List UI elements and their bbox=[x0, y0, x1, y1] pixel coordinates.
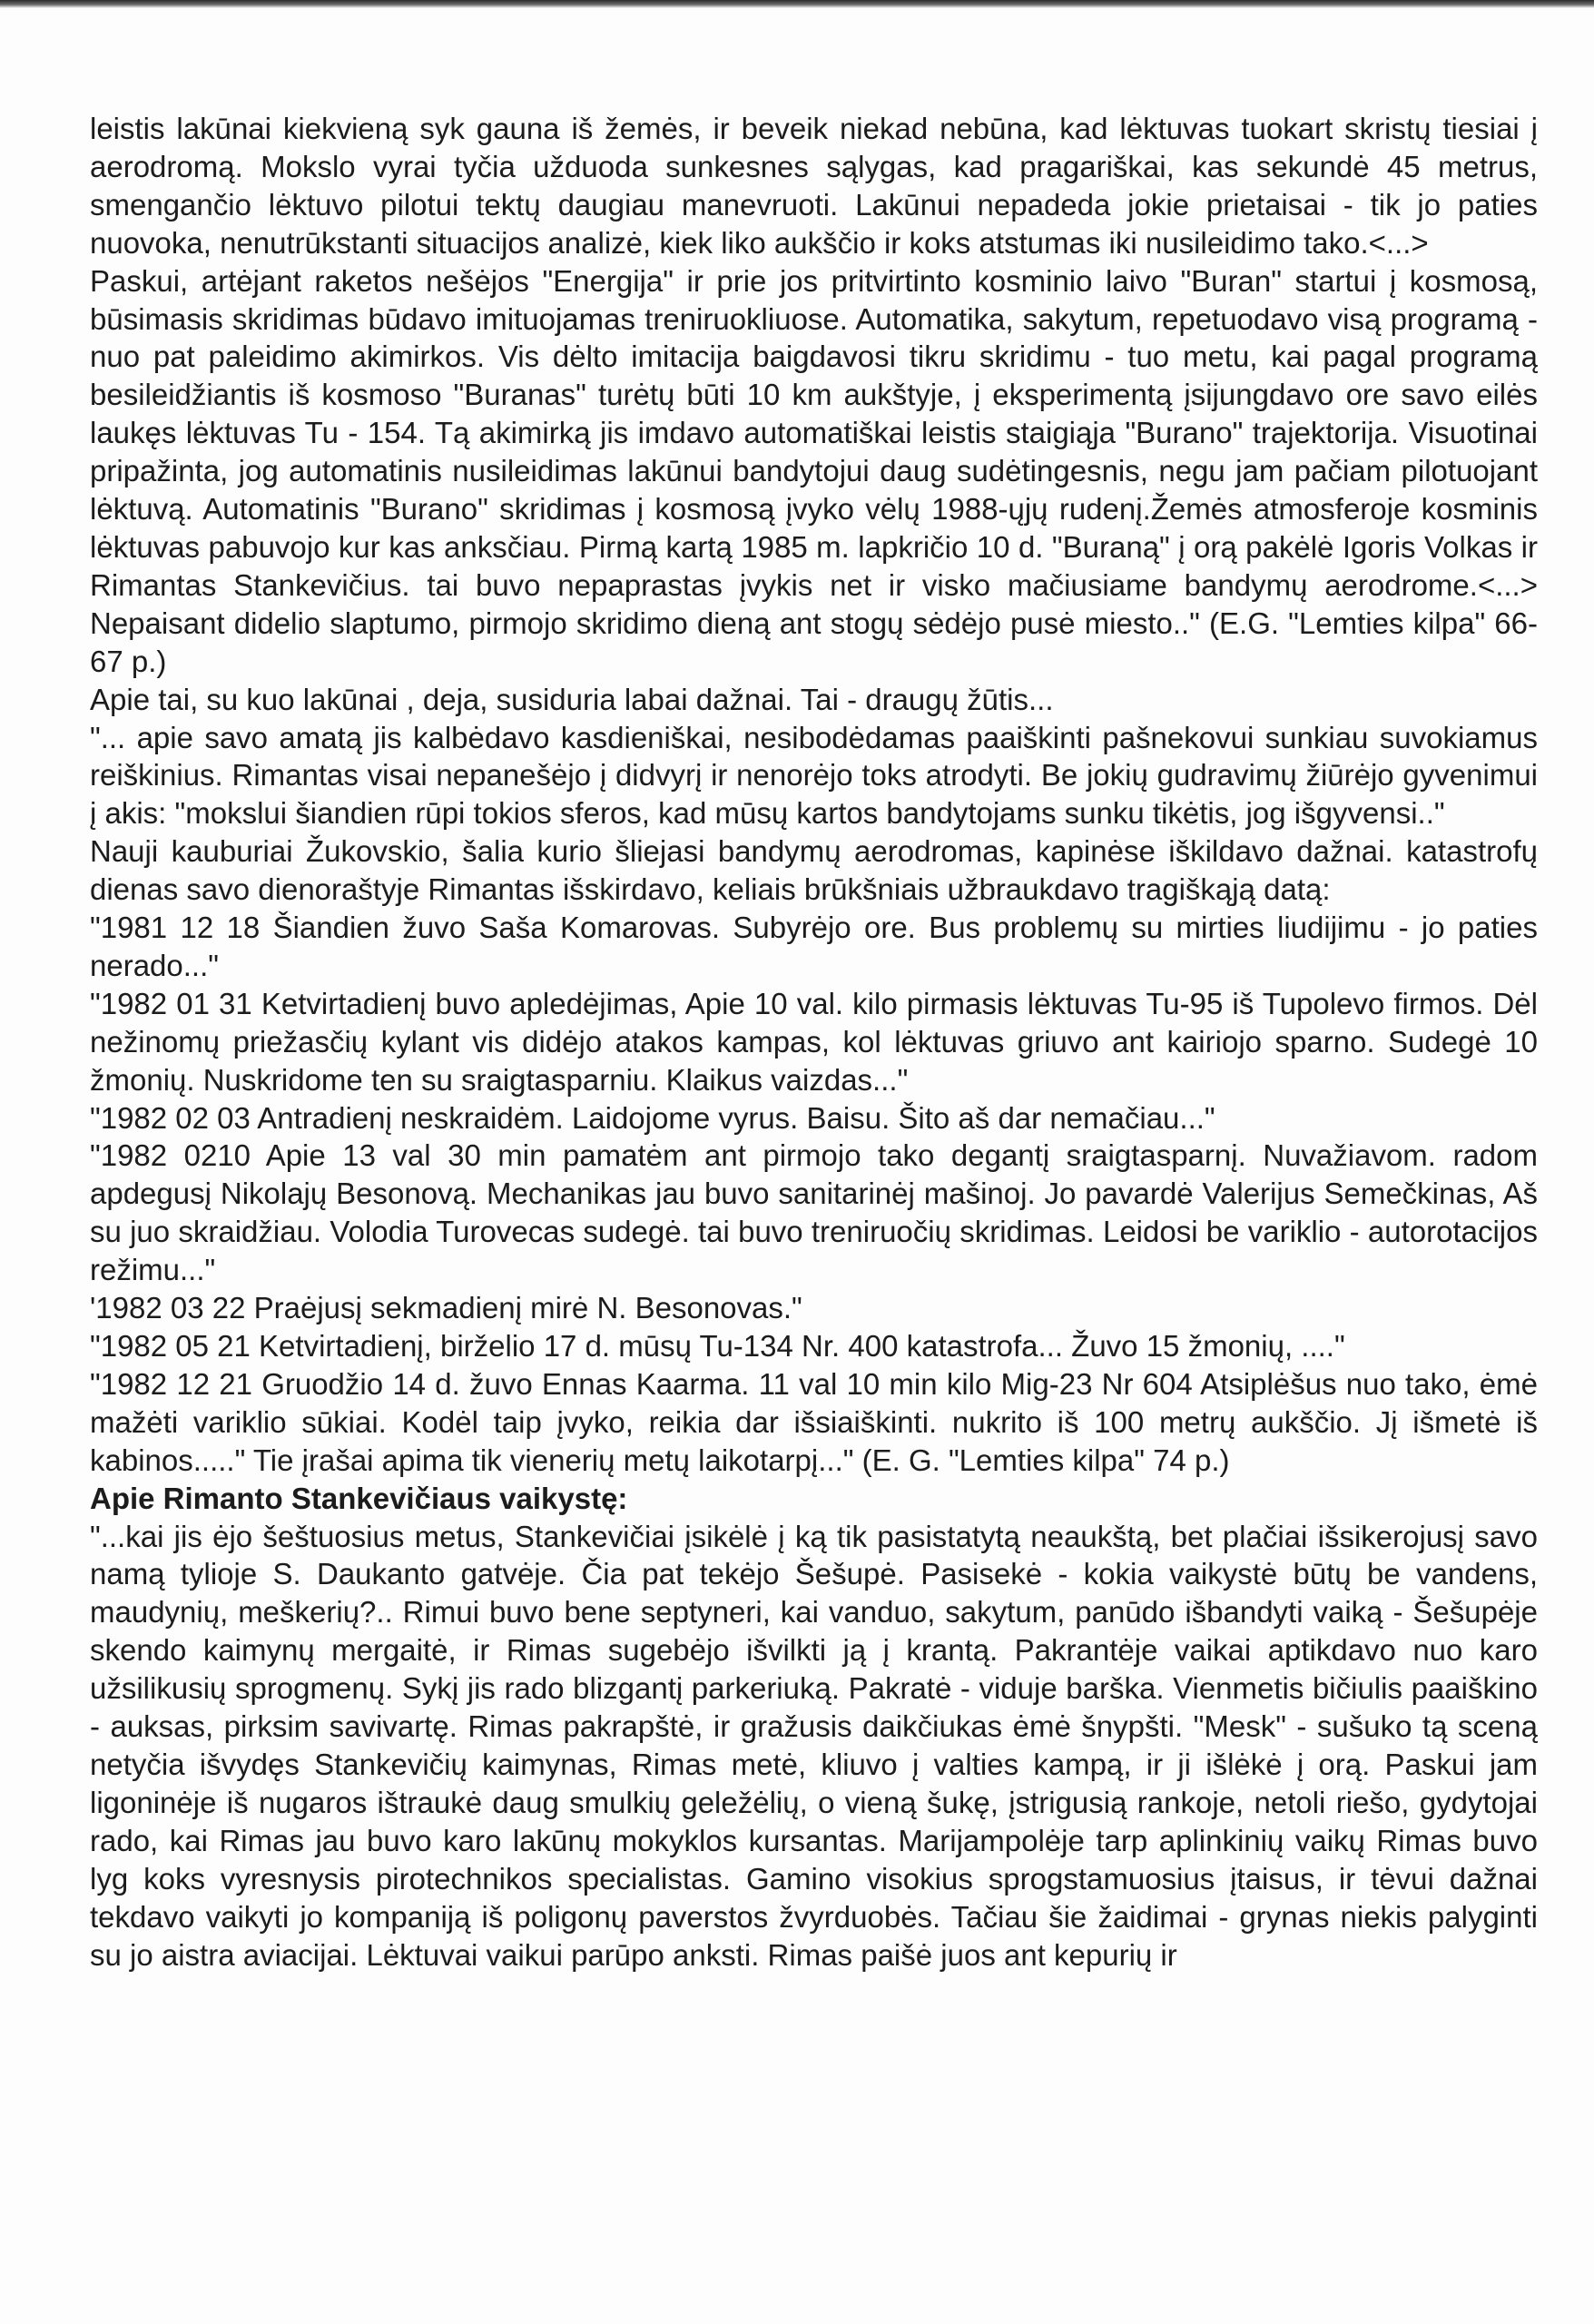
scan-top-edge bbox=[0, 0, 1594, 8]
diary-entry-1982-12-21: "1982 12 21 Gruodžio 14 d. žuvo Ennas Kaarma. 11 val 10 min kilo Mig-23 Nr 604 Atsiplėšus nuo tako, ėmė mažėti variklio sūkiai. Kodėl taip įvyko, reikia dar išsiaiškinti. nukrito iš 100 metrų aukščio. Jį išmetė iš kabinos....." Tie įrašai apima tik vienerių metų laikotarpį..." (E. G. "Lemties kilpa" 74 p.) bbox=[90, 1366, 1538, 1477]
paragraph-about-craft: "... apie savo amatą jis kalbėdavo kasdieniškai, nesibodėdamas paaiškinti pašnekovui sunkiau suvokiamus reiškinius. Rimantas visai nepanešėjo į didvyrį ir nenorėjo toks atrodyti. Be jokių gudravimų žiūrėjo gyvenimui į akis: "mokslui šiandien rūpi tokios sferos, kad mūsų kartos bandytojams sunku tikėtis, jog išgyvensi.." bbox=[90, 720, 1538, 831]
diary-entry-1982-02-10: "1982 0210 Apie 13 val 30 min pamatėm ant pirmojo tako degantį sraigtasparnį. Nuvažiavom. radom apdegusį Nikolajų Besonovą. Mechanikas jau buvo sanitarinėj mašinoj. Jo pavardė Valerijus Semečkinas, Aš su juo skraidžiau. Volodia Turovecas sudegė. tai buvo treniruočių skridimas. Leidosi be variklio - autorotacijos režimu..." bbox=[90, 1138, 1538, 1287]
paragraph-buran-flight: Paskui, artėjant raketos nešėjos "Energija" ir prie jos pritvirtinto kosminio laivo "Buran" startui į kosmosą, būsimasis skridimas būdavo imituojamas treniruokliuose. Automatika, sakytum, repetuodavo visą programą - nuo pat paleidimo akimirkos. Vis dėlto imitacija baigdavosi tikru skridimu - tuo metu, kai pagal programą besileidžiantis iš kosmoso "Buranas" turėtų būti 10 km aukštyje, į eksperimentą įsijungdavo ore savo eilės laukęs lėktuvas Tu - 154. Tą akimirką jis imdavo automatiškai leistis staigiąja "Burano" trajektorija. Visuotinai pripažinta, jog automatinis nusileidimas lakūnui bandytojui daug sudėtingesnis, negu jam pačiam pilotuojant lėktuvą. Automatinis "Burano" skridimas į kosmosą įvyko vėlų 1988-ųjų rudenį.Žemės atmosferoje kosminis lėktuvas pabuvojo kur kas anksčiau. Pirmą kartą 1985 m. lapkričio 10 d. "Buraną" į orą pakėlė Igoris Volkas ir Rimantas Stankevičius. tai buvo nepaprastas įvykis net ir visko mačiusiame bandymų aerodrome.<...> Nepaisant didelio slaptumo, pirmojo skridimo dieną ant stogų sėdėjo pusė miesto.." (E.G. "Lemties kilpa" 66-67 p.) bbox=[90, 263, 1538, 678]
document-text bbox=[90, 110, 1538, 1974]
section-heading-childhood: Apie Rimanto Stankevičiaus vaikystę: bbox=[90, 1481, 628, 1515]
diary-entry-1982-05-21: "1982 05 21 Ketvirtadienį, birželio 17 d. mūsų Tu-134 Nr. 400 katastrofa... Žuvo 15 žmonių, ...." bbox=[90, 1329, 1345, 1363]
diary-entry-1982-01-31: "1982 01 31 Ketvirtadienį buvo apledėjimas, Apie 10 val. kilo pirmasis lėktuvas Tu-95 iš Tupolevo firmos. Dėl nežinomų priežasčių kylant vis didėjo atakos kampas, kol lėktuvas griuvo ant kairiojo sparno. Sudegė 10 žmonių. Nuskridome ten su sraigtasparniu. Klaikus vaizdas..." bbox=[90, 986, 1538, 1097]
diary-entry-1982-03-22: '1982 03 22 Praėjusį sekmadienį mirė N. Besonovas." bbox=[90, 1291, 802, 1325]
paragraph-friends-deaths: Apie tai, su kuo lakūnai , deja, susiduria labai dažnai. Tai - draugų žūtis... bbox=[90, 682, 1054, 716]
paragraph-zhukovsky-graves: Nauji kauburiai Žukovskio, šalia kurio šliejasi bandymų aerodromas, kapinėse iškildavo dažnai. katastrofų dienas savo dienoraštyje Rimantas išskirdavo, keliais brūkšniais užbraukdavo tragiškąją datą: bbox=[90, 834, 1538, 907]
diary-entry-1982-02-03: "1982 02 03 Antradienį neskraidėm. Laidojome vyrus. Baisu. Šito aš dar nemačiau..." bbox=[90, 1100, 1215, 1135]
paragraph-landing-training: leistis lakūnai kiekvieną syk gauna iš žemės, ir beveik niekad nebūna, kad lėktuvas tuokart skristų tiesiai į aerodromą. Mokslo vyrai tyčia užduoda sunkesnes sąlygas, kad pragariškai, kas sekundė 45 metrus, smengančio lėktuvo pilotui tektų daugiau manevruoti. Lakūnui nepadeda jokie prietaisai - tik jo paties nuovoka, nenutrūkstanti situacijos analizė, kiek liko aukščio ir koks atstumas iki nusileidimo tako.<...> bbox=[90, 112, 1538, 260]
diary-entry-1981-12-18: "1981 12 18 Šiandien žuvo Saša Komarovas. Subyrėjo ore. Bus problemų su mirties liudijimu - jo paties nerado..." bbox=[90, 911, 1538, 982]
paragraph-childhood: "...kai jis ėjo šeštuosius metus, Stankevičiai įsikėlė į ką tik pasistatytą neaukštą, bet plačiai išsikerojusį savo namą tylioje S. Daukanto gatvėje. Čia pat tekėjo Šešupė. Pasisekė - kokia vaikystė būtų be vandens, maudynių, meškerių?.. Rimui buvo bene septyneri, kai vanduo, sakytum, panūdo išbandyti vaiką - Šešupėje skendo kaimynų mergaitė, ir Rimas sugebėjo išvilkti ją į krantą. Pakrantėje vaikai aptikdavo nuo karo užsilikusių sprogmenų. Sykį jis rado blizgantį parkeriuką. Pakratė - viduje barška. Vienmetis bičiulis paaiškino - auksas, pirksim savivartę. Rimas pakrapštė, ir gražusis daikčiukas ėmė šnypšti. "Mesk" - sušuko tą sceną netyčia išvydęs Stankevičių kaimynas, Rimas metė, kliuvo į valties kampą, ir ji išlėkė į orą. Paskui jam ligoninėje iš nugaros ištraukė daug smulkių geležėlių, o vieną šukę, įstrigusią rankoje, netoli riešo, gydytojai rado, kai Rimas jau buvo karo lakūnų mokyklos kursantas. Marijampolėje tarp aplinkinių vaikų Rimas buvo lyg koks vyresnysis pirotechnikos specialistas. Gamino visokius sprogstamuosius įtaisus, ir tėvui dažnai tekdavo vaikyti jo kompaniją iš poligonų paverstos žvyrduobės. Tačiau šie žaidimai - grynas niekis palyginti su jo aistra aviacijai. Lėktuvai vaikui parūpo anksti. Rimas paišė juos ant kepurių ir bbox=[90, 1519, 1538, 1972]
